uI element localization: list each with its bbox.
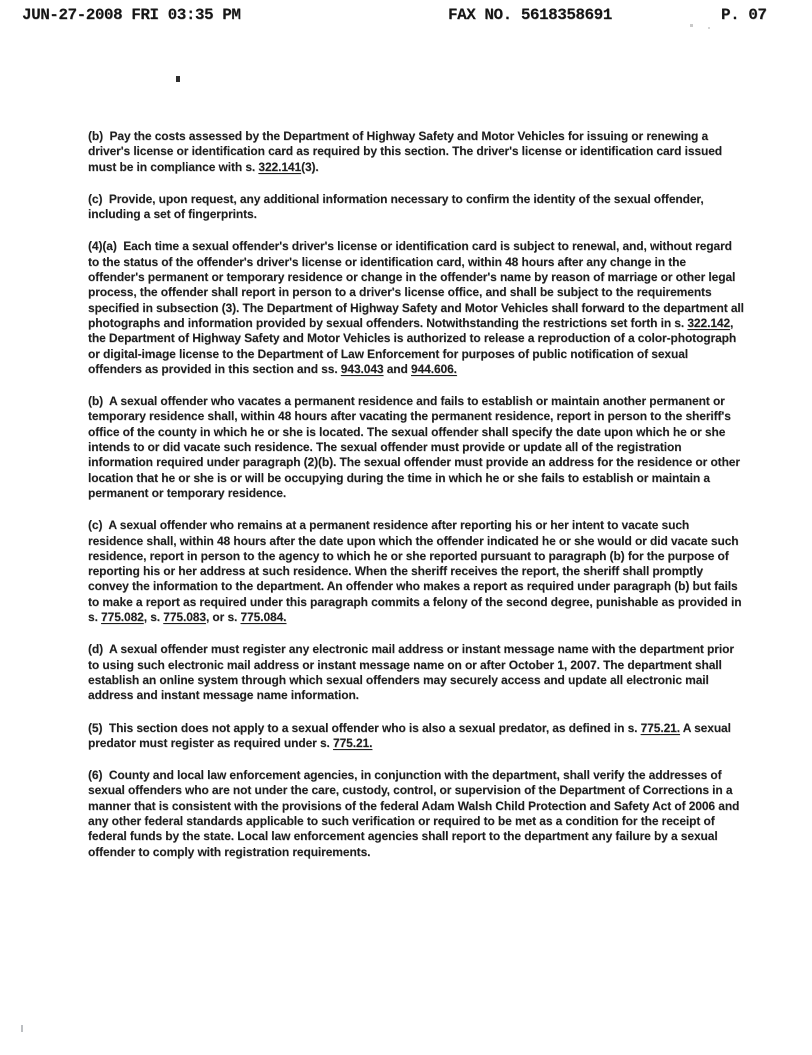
statute-citation: 775.21. bbox=[333, 735, 373, 750]
paragraph-text: (3). bbox=[301, 159, 319, 174]
statute-citation: 943.043 bbox=[340, 361, 384, 376]
fax-datetime: JUN-27-2008 FRI 03:35 PM bbox=[22, 6, 241, 24]
paragraph-text: and bbox=[383, 361, 411, 376]
paragraph-text: , s. bbox=[143, 610, 164, 625]
paragraph-text: (6) County and local law enforcement agencies, in conjunction with the department, shall verify the addresses of sexual offenders who are not under the care, custody, control, or supervision of the Department of Corrections in a manner that is consistent with the provisions of the federal Adam Walsh Child Protection and Safety Act of 2006 and any other federal standards applicable to such verification or required to be met as a condition for the receipt of federal funds by the state. Local law enforcement agencies shall report to the department any failure by a sexual offender to comply with registration requirements. bbox=[88, 768, 740, 859]
paragraph-text: (b) Pay the costs assessed by the Department of Highway Safety and Motor Vehicles for issuing or renewing a driver's license or identification card as required by this section. The driver's license or identification card issued must be in compliance with s. bbox=[88, 129, 723, 174]
statute-citation: 775.084. bbox=[240, 610, 287, 625]
paragraph-text: (5) This section does not apply to a sexual offender who is also a sexual predator, as defined in s. bbox=[88, 720, 641, 735]
fax-number: FAX NO. 5618358691 bbox=[448, 6, 612, 24]
document-body bbox=[88, 129, 744, 877]
statute-citation: 944.606. bbox=[411, 361, 457, 376]
paragraph-text: (4)(a) Each time a sexual offender's driver's license or identification card is subject to renewal, and, without regard to the status of the offender's driver's license or identification card, within 48 hours after any change in the offender's permanent or temporary residence or change in the offender's name by reason of marriage or other legal process, the offender shall report in person to a driver's license office, and shall be subject to the requirements specified in subsection (3). The Department of Highway Safety and Motor Vehicles shall forward to the department all photographs and information provided by sexual offenders. Notwithstanding the restrictions set forth in s. bbox=[88, 239, 744, 330]
paragraph-text: A sexual predator must register as required under s. bbox=[88, 720, 731, 750]
statute-citation: 322.142 bbox=[687, 315, 731, 330]
scan-artifact bbox=[708, 27, 710, 29]
paragraph-text: , the Department of Highway Safety and Motor Vehicles is authorized to release a reproduction of a color-photograph or digital-image license to the Department of Law Enforcement for purposes of public notification of sexual offenders as provided in this section and ss. bbox=[88, 315, 737, 376]
paragraph-text: (c) A sexual offender who remains at a permanent residence after reporting his or her intent to vacate such residence shall, within 48 hours after the date upon which the offender indicated he or she would or did vacate such residence, report in person to the agency to which he or she reported pursuant to paragraph (b) for the purpose of reporting his or her address at such residence. When the sheriff receives the report, the sheriff shall promptly convey the information to the department. An offender who makes a report as required under paragraph (b) but fails to make a report as required under this paragraph commits a felony of the second degree, punishable as provided in s. bbox=[88, 518, 742, 625]
scan-artifact bbox=[690, 24, 693, 27]
statute-paragraph bbox=[88, 239, 744, 377]
statute-paragraph bbox=[88, 768, 744, 860]
scan-artifact bbox=[176, 76, 180, 82]
statute-citation: 775.082 bbox=[101, 610, 144, 625]
statute-paragraph bbox=[88, 394, 744, 501]
paragraph-text: (d) A sexual offender must register any electronic mail address or instant message name with the department prior to using such electronic mail address or instant message name on or after October 1, 2007. The department shall establish an online system through which sexual offenders may securely access and update all electronic mail address and instant message name information. bbox=[88, 642, 734, 703]
scan-artifact bbox=[21, 1025, 23, 1032]
statute-paragraph bbox=[88, 192, 744, 223]
paragraph-text: (b) A sexual offender who vacates a permanent residence and fails to establish or maintain another permanent or temporary residence shall, within 48 hours after vacating the permanent residence, report in person to the sheriff's office of the county in which he or she is located. The sexual offender shall specify the date upon which he or she intends to or did vacate such residence. The sexual offender must provide or update all of the registration information required under paragraph (2)(b). The sexual offender must provide an address for the residence or other location that he or she is or will be occupying during the time in which he or she fails to establish or maintain a permanent or temporary residence. bbox=[88, 394, 740, 500]
statute-paragraph bbox=[88, 721, 744, 752]
statute-paragraph bbox=[88, 642, 744, 703]
paragraph-text: , or s. bbox=[205, 610, 241, 625]
statute-citation: 775.083 bbox=[163, 610, 206, 625]
fax-page-number: P. 07 bbox=[721, 6, 767, 24]
statute-citation: 322.141 bbox=[258, 159, 302, 174]
statute-paragraph bbox=[88, 518, 744, 625]
paragraph-text: (c) Provide, upon request, any additional information necessary to confirm the identity of the sexual offender, including a set of fingerprints. bbox=[88, 191, 704, 222]
statute-citation: 775.21. bbox=[640, 720, 680, 735]
statute-paragraph bbox=[88, 129, 744, 175]
